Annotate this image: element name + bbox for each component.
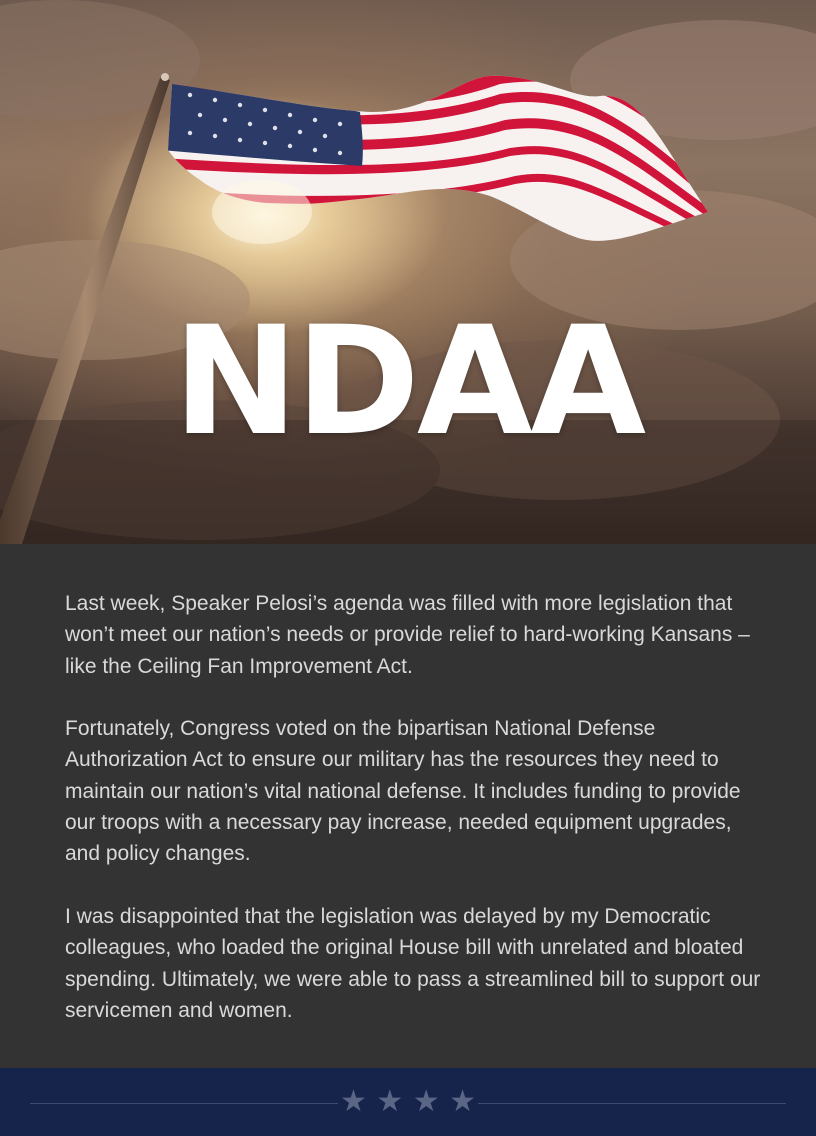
footer-stars: [340, 1084, 476, 1120]
paragraph-2: Fortunately, Congress voted on the bipartisan National Defense Authorization Act to ensure our military has the resources they need to maintain our nation’s vital national defense. It includes funding to provide our troops with a necessary pay increase, needed equipment upgrades, and policy changes.: [65, 717, 741, 866]
page-title: NDAA: [172, 295, 644, 469]
hero-banner: [0, 0, 816, 544]
footer-divider-left: [30, 1103, 338, 1104]
footer-banner: [0, 1068, 816, 1136]
paragraph-3: I was disappointed that the legislation was delayed by my Democratic colleagues, who loaded the original House bill with unrelated and bloated spending. Ultimately, we were able to pass a streamlined bill to support our servicemen and women.: [65, 905, 761, 1022]
paragraph-1: Last week, Speaker Pelosi’s agenda was filled with more legislation that won’t meet our nation’s needs or provide relief to hard-working Kansans – like the Ceiling Fan Improvement Act.: [65, 592, 750, 678]
star-icon: ★: [412, 1084, 440, 1119]
article-body: [0, 544, 816, 1068]
footer-divider-right: [478, 1103, 786, 1104]
star-icon: ★: [449, 1084, 476, 1119]
star-icon: ★: [376, 1084, 404, 1119]
star-icon: ★: [340, 1084, 367, 1119]
